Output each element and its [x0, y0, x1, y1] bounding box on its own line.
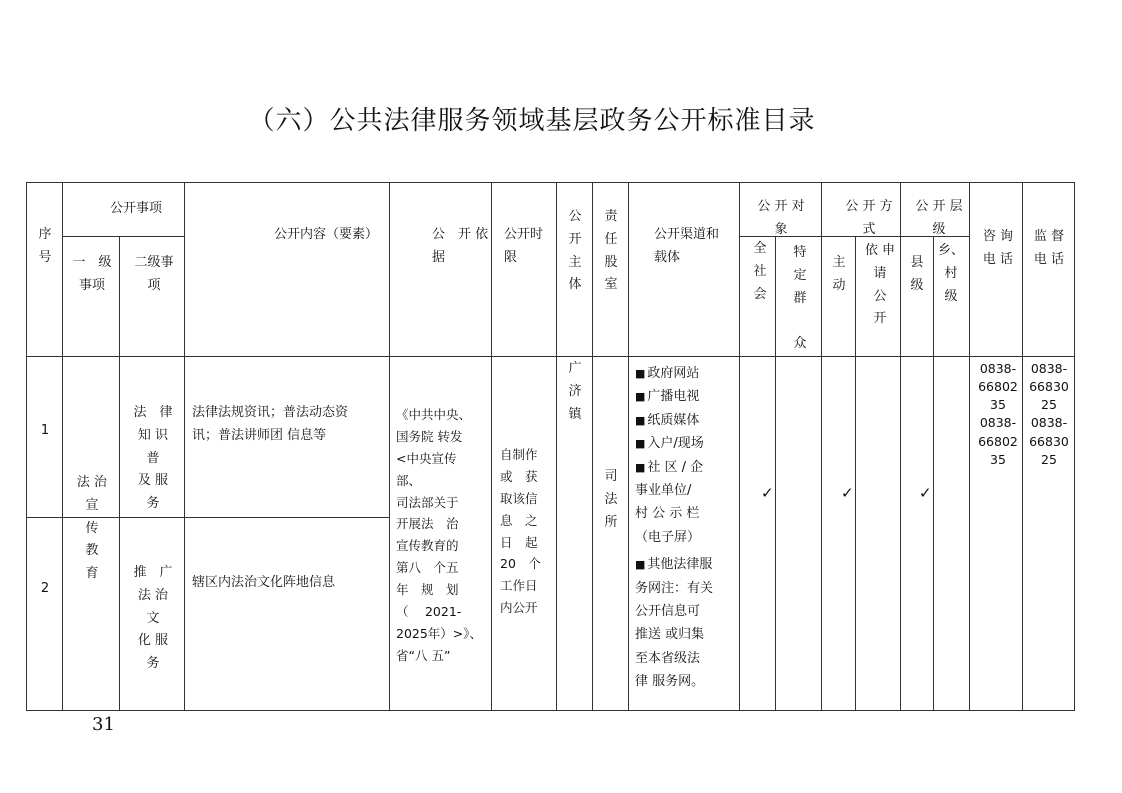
channel-item: ■ 入户/现场 — [635, 436, 704, 452]
disclosure-subject: 广 济 镇 — [568, 361, 582, 422]
col-line-15 — [969, 182, 970, 711]
channel-item: ■ 广播电视 — [635, 389, 700, 405]
disclosure-table — [26, 182, 1075, 711]
header-supervise-phone: 监 督 电 话 — [1033, 229, 1065, 267]
header-divider-matter — [62, 236, 184, 237]
header-target-all: 全 社 会 — [753, 241, 767, 302]
consult-phone: 0838- 66802 35 0838- 66802 35 — [978, 361, 1018, 467]
channel-list — [635, 362, 737, 693]
black-square-icon: ■ — [635, 390, 646, 404]
row-2-seq: 2 — [40, 581, 50, 596]
header-content: 公开内容（要素） — [273, 227, 378, 242]
black-square-icon: ■ — [635, 558, 646, 572]
col-line-2 — [119, 236, 120, 711]
header-channel: 公开渠道和 载体 — [654, 227, 720, 265]
header-seq: 序 号 — [38, 227, 52, 265]
black-square-icon: ■ — [635, 437, 646, 451]
row-2-level2: 推 广 法 治 文 化 服 务 — [133, 565, 173, 671]
page-title: （六）公共法律服务领域基层政务公开标准目录 — [248, 106, 816, 136]
black-square-icon: ■ — [635, 413, 646, 427]
header-target-specific: 特 定 群 众 — [793, 245, 807, 351]
responsible-dept: 司 法 所 — [604, 469, 618, 530]
row-divider-content — [119, 517, 389, 518]
channel-item: ■ 社 区 / 企 事业单位/ 村 公 示 栏 （电子屏） — [635, 459, 704, 545]
header-level: 公 开 层 级 — [915, 199, 963, 237]
black-square-icon: ■ — [635, 460, 646, 474]
check-mark-icon: ✓ — [919, 484, 932, 502]
disclosure-basis: 《中共中央、 国务院 转发 <中央宣传 部、 司法部关于 开展法 治 宣传教育的 第八 个五 年 规 划 （ 2021- 2025年）>》、 省“八 五” — [396, 407, 483, 663]
col-line-5 — [491, 182, 492, 711]
row-2-content: 辖区内法治文化阵地信息 — [192, 575, 336, 590]
header-level-county: 县 级 — [910, 255, 924, 293]
col-line-7 — [592, 182, 593, 711]
col-line-12 — [855, 236, 856, 711]
disclosure-time: 自制作 或 获 取该信 息 之 日 起 20 个 工作日 内公开 — [500, 447, 541, 616]
check-mark-icon: ✓ — [761, 484, 774, 502]
col-line-11 — [821, 182, 822, 711]
col-line-10 — [775, 236, 776, 711]
header-time: 公开时 限 — [504, 227, 544, 265]
row-1-seq: 1 — [40, 423, 50, 438]
col-line-1 — [62, 182, 63, 711]
header-level-town: 乡、 村 级 — [937, 243, 964, 304]
channel-item: ■ 纸质媒体 — [635, 412, 700, 428]
header-subject: 公 开 主 体 — [568, 209, 582, 293]
header-method-active: 主 动 — [832, 255, 846, 293]
header-method: 公 开 方 式 — [845, 199, 893, 237]
channel-item: ■ 政府网站 — [635, 366, 700, 381]
col-line-8 — [628, 182, 629, 711]
level1-matter: 法 治 宣 传 教 育 — [76, 475, 108, 581]
row-1-content: 法律法规资讯；普法动态资 讯；普法讲师团 信息等 — [192, 405, 349, 443]
table-border-left — [26, 182, 27, 711]
supervise-phone: 0838- 66830 25 0838- 66830 25 — [1029, 361, 1069, 467]
table-border-right — [1074, 182, 1075, 711]
header-basis: 公 开 依 据 — [432, 227, 489, 265]
header-dept: 责 任 股 室 — [604, 209, 618, 293]
page-number: 31 — [92, 714, 115, 735]
header-matter: 公开事项 — [109, 201, 162, 216]
channel-item: ■ 其他法律服 务网注：有关 公开信息可 推送 或归集 至本省级法 律 服务网。 — [635, 557, 714, 690]
col-line-4 — [389, 182, 390, 711]
row-1-level2: 法 律 知 识 普 及 服 务 — [133, 405, 173, 511]
check-mark-icon: ✓ — [841, 484, 854, 502]
col-line-3 — [184, 182, 185, 711]
black-square-icon: ■ — [635, 367, 646, 380]
header-method-apply: 依 申 请 公 开 — [864, 243, 896, 327]
header-level2: 二级事 项 — [134, 255, 174, 293]
header-consult-phone: 咨 询 电 话 — [982, 229, 1014, 267]
col-line-13 — [900, 182, 901, 711]
header-target: 公 开 对 象 — [757, 199, 805, 237]
col-line-6 — [556, 182, 557, 711]
header-level1: 一 级 事项 — [72, 255, 112, 293]
